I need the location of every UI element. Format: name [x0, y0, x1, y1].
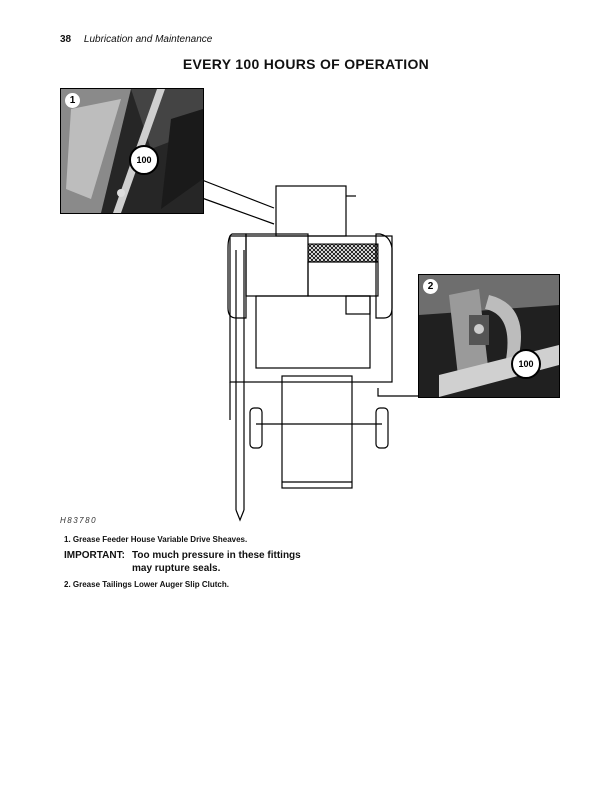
- callout-badge-1: 1: [65, 93, 80, 108]
- photo-2-illustration: [419, 275, 559, 397]
- caption-item-1: 1. Grease Feeder House Variable Drive Sheaves.: [64, 535, 248, 544]
- page-title: EVERY 100 HOURS OF OPERATION: [182, 56, 430, 72]
- important-line-1: Too much pressure in these fittings: [132, 550, 301, 561]
- service-interval-tag: 100: [511, 349, 541, 379]
- figure-code: H83780: [60, 516, 98, 525]
- important-line-2: may rupture seals.: [132, 563, 221, 574]
- important-label: IMPORTANT:: [64, 550, 125, 561]
- caption-item-2: 2. Grease Tailings Lower Auger Slip Clutch.: [64, 580, 229, 589]
- tailings-auger-clutch-photo: [418, 274, 560, 398]
- page-number: 38: [60, 34, 72, 45]
- section-title: Lubrication and Maintenance: [83, 34, 213, 45]
- service-interval-tag: 100: [129, 145, 159, 175]
- important-note: [64, 549, 301, 575]
- feeder-house-sheaves-photo: [60, 88, 204, 214]
- callout-badge-2: 2: [423, 279, 438, 294]
